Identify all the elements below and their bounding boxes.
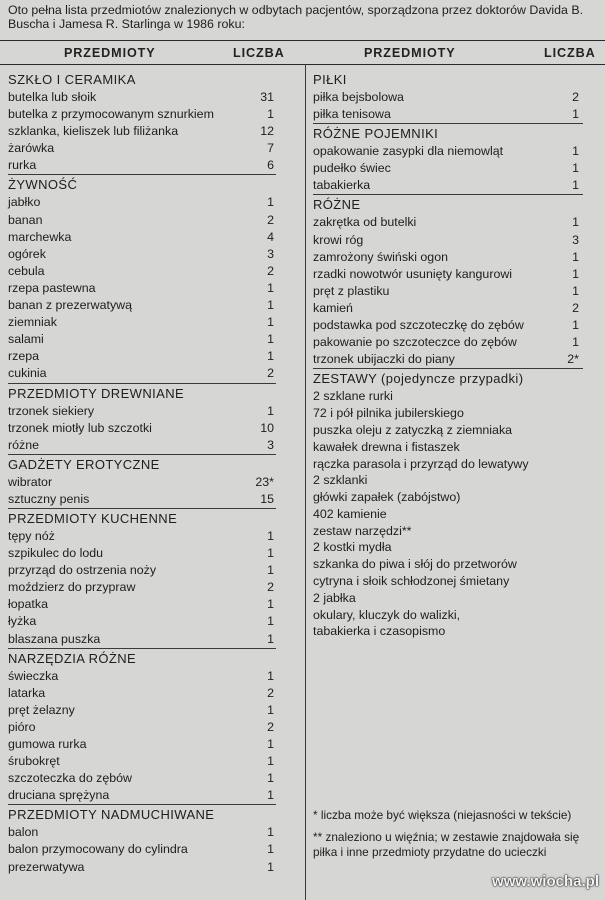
item-name: balon <box>8 825 39 840</box>
item-count: 1 <box>267 280 274 295</box>
item-count: 1 <box>572 107 579 122</box>
table-row <box>8 263 276 280</box>
category-section <box>313 124 583 195</box>
item-count: 1 <box>267 315 274 330</box>
item-name: szpikulec do lodu <box>8 546 104 561</box>
item-name: jabłko <box>8 195 41 210</box>
item-count: 1 <box>267 298 274 313</box>
item-count: 10 <box>260 420 274 435</box>
item-name: rączka parasola i przyrząd do lewatywy <box>313 456 529 471</box>
item-name: żarówka <box>8 141 55 156</box>
item-name: butelka z przymocowanym sznurkiem <box>8 107 214 122</box>
left-column <box>8 70 276 876</box>
category-section <box>8 175 276 383</box>
table-row <box>8 331 276 348</box>
item-count: 6 <box>267 158 274 173</box>
combinations-section <box>313 369 583 640</box>
item-count: 1 <box>267 668 274 683</box>
table-row <box>8 824 276 841</box>
item-name: tabakierka <box>313 178 371 193</box>
item-count: 23* <box>255 474 274 489</box>
category-title: NARZĘDZIA RÓŻNE <box>8 650 137 666</box>
item-name: zamrożony świński ogon <box>313 249 448 264</box>
item-count: 1 <box>267 771 274 786</box>
category-title: PRZEDMIOTY KUCHENNE <box>8 510 178 526</box>
item-count: 1 <box>267 546 274 561</box>
item-name: piłka bejsbolowa <box>313 90 404 104</box>
column-header-count-right: LICZBA <box>544 46 596 60</box>
item-count: 4 <box>267 229 274 244</box>
table-row <box>8 297 276 314</box>
item-count: 1 <box>267 528 274 543</box>
list-item <box>313 539 583 556</box>
table-row <box>8 229 276 246</box>
item-name: krowi róg <box>313 232 364 247</box>
item-count: 1 <box>267 403 274 418</box>
list-item <box>313 489 583 506</box>
list-item <box>313 388 583 405</box>
item-name: łopatka <box>8 597 48 612</box>
item-count: 1 <box>572 144 579 159</box>
table-row <box>313 351 583 368</box>
table-row <box>8 140 276 157</box>
item-count: 12 <box>260 124 274 139</box>
item-count: 1 <box>267 332 274 347</box>
table-row <box>313 334 583 351</box>
item-count: 15 <box>260 491 274 506</box>
table-row <box>313 283 583 300</box>
category-section <box>313 195 583 369</box>
item-name: pakowanie po szczoteczce do zębów <box>313 335 517 350</box>
table-row <box>8 753 276 770</box>
table-row <box>8 770 276 787</box>
table-row <box>8 668 276 685</box>
table-row <box>313 249 583 266</box>
item-name: różne <box>8 437 39 452</box>
list-item <box>313 573 583 590</box>
item-count: 3 <box>572 232 579 247</box>
table-row <box>313 317 583 334</box>
item-name: trzonek miotły lub szczotki <box>8 420 152 435</box>
item-name: podstawka pod szczoteczkę do zębów <box>313 318 524 333</box>
item-name: 402 kamienie <box>313 506 387 521</box>
item-count: 1 <box>572 178 579 193</box>
item-name: ziemniak <box>8 315 57 330</box>
list-item <box>313 422 583 439</box>
item-count: 1 <box>267 702 274 717</box>
table-row <box>313 232 583 249</box>
list-item <box>313 590 583 607</box>
table-row <box>8 787 276 804</box>
item-count: 1 <box>267 754 274 769</box>
item-count: 1 <box>267 597 274 612</box>
category-section <box>313 70 583 124</box>
item-count: 1 <box>572 266 579 281</box>
item-name: cytryna i słoik schłodzonej śmietany <box>313 574 510 589</box>
item-count: 1 <box>267 859 274 874</box>
table-row <box>313 143 583 160</box>
item-name: szczoteczka do zębów <box>8 771 132 786</box>
table-row <box>8 437 276 454</box>
table-row <box>8 157 276 174</box>
item-count: 1 <box>267 788 274 803</box>
item-name: pióro <box>8 719 36 734</box>
table-row <box>8 719 276 736</box>
list-item <box>313 556 583 573</box>
table-row <box>8 491 276 508</box>
table-row <box>8 596 276 613</box>
intro-text: Oto pełna lista przedmiotów znalezionych w odbytach pacjentów, sporządzona przez doktorów Davida B. Buscha i Jamesa R. Starlinga w 1986 roku: <box>8 3 584 31</box>
item-name: rurka <box>8 158 37 173</box>
list-item <box>313 439 583 456</box>
table-row <box>8 89 276 106</box>
table-row <box>8 613 276 630</box>
item-name: marchewka <box>8 229 72 244</box>
item-count: 1 <box>267 737 274 751</box>
item-name: puszka oleju z zatyczką z ziemniaka <box>313 422 513 437</box>
table-row <box>313 160 583 177</box>
footnote-single-star: * liczba może być większa (niejasności w tekście) <box>313 808 572 822</box>
item-count: 1 <box>267 842 274 857</box>
item-count: 3 <box>267 246 274 261</box>
item-name: salami <box>8 332 44 347</box>
item-name: pudełko świec <box>313 161 391 176</box>
category-section <box>8 455 276 509</box>
item-name: cebula <box>8 263 45 278</box>
item-name: blaszana puszka <box>8 631 101 646</box>
item-count: 1 <box>267 614 274 629</box>
item-count: 3 <box>267 437 274 452</box>
item-name: okulary, kluczyk do walizki, <box>313 607 461 622</box>
table-row <box>8 348 276 365</box>
item-count: 1 <box>572 249 579 264</box>
item-name: zakrętka od butelki <box>313 215 417 230</box>
item-count: 1 <box>267 349 274 364</box>
watermark: www.wiocha.pl <box>492 873 599 890</box>
item-count: 2* <box>567 352 579 367</box>
table-row <box>8 194 276 211</box>
category-title: RÓŻNE <box>313 197 361 213</box>
item-name: kawałek drewna i fistaszek <box>313 439 460 454</box>
item-count: 1 <box>267 631 274 646</box>
category-section <box>8 649 276 806</box>
item-count: 2 <box>572 300 579 315</box>
table-row <box>8 403 276 420</box>
table-row <box>8 859 276 876</box>
item-name: druciana sprężyna <box>8 788 110 803</box>
table-row <box>8 314 276 331</box>
item-name: 72 i pół pilnika jubilerskiego <box>313 406 464 421</box>
table-row <box>313 214 583 231</box>
item-count: 1 <box>267 563 274 578</box>
category-title: PIŁKI <box>313 72 347 87</box>
item-name: sztuczny penis <box>8 491 90 506</box>
item-count: 1 <box>267 825 274 840</box>
item-name: 2 szklane rurki <box>313 389 393 404</box>
item-name: latarka <box>8 685 46 700</box>
item-name: butelka lub słoik <box>8 90 97 104</box>
item-name: tabakierka i czasopismo <box>313 624 446 639</box>
table-row <box>8 579 276 596</box>
item-name: szkanka do piwa i słój do przetworów <box>313 557 517 572</box>
item-name: prezerwatywa <box>8 859 85 874</box>
item-count: 2 <box>267 580 274 595</box>
item-count: 1 <box>572 161 579 176</box>
item-name: balon przymocowany do cylindra <box>8 842 188 857</box>
item-name: pręt żelazny <box>8 702 75 717</box>
table-row <box>8 280 276 297</box>
category-section <box>8 384 276 455</box>
item-name: ogórek <box>8 246 46 261</box>
category-section <box>8 509 276 649</box>
column-header-items-left: PRZEDMIOTY <box>64 46 156 60</box>
table-row <box>8 562 276 579</box>
column-divider <box>305 64 306 900</box>
right-column <box>313 70 583 640</box>
item-count: 2 <box>267 719 274 734</box>
list-item <box>313 523 583 540</box>
item-name: rzepa pastewna <box>8 280 96 295</box>
table-row <box>8 246 276 263</box>
category-title: ŻYWNOŚĆ <box>8 177 78 193</box>
header-bottom-rule <box>0 64 605 65</box>
table-row <box>8 474 276 491</box>
table-row <box>313 266 583 283</box>
table-row <box>313 300 583 317</box>
list-item <box>313 405 583 422</box>
item-count: 1 <box>572 215 579 230</box>
item-name: cukinia <box>8 366 47 381</box>
header-top-rule <box>0 40 605 41</box>
table-row <box>8 841 276 858</box>
item-name: opakowanie zasypki dla niemowląt <box>313 144 504 159</box>
table-row <box>8 420 276 437</box>
item-count: 1 <box>572 335 579 350</box>
item-name: 2 szklanki <box>313 473 368 488</box>
item-name: przyrząd do ostrzenia noży <box>8 563 157 578</box>
item-count: 31 <box>260 90 274 104</box>
list-item <box>313 623 583 640</box>
table-row <box>8 212 276 229</box>
item-name: trzonek siekiery <box>8 403 95 418</box>
table-row <box>8 123 276 140</box>
category-section <box>8 70 276 175</box>
list-item <box>313 506 583 523</box>
item-name: piłka tenisowa <box>313 107 391 122</box>
category-title: PRZEDMIOTY DREWNIANE <box>8 385 185 401</box>
table-row <box>313 177 583 194</box>
item-name: wibrator <box>8 474 53 489</box>
item-count: 2 <box>572 90 579 104</box>
item-name: łyżka <box>8 614 37 629</box>
item-count: 7 <box>267 141 274 156</box>
item-count: 2 <box>267 263 274 278</box>
table-row <box>8 736 276 753</box>
item-count: 1 <box>572 318 579 333</box>
item-name: moździerz do przypraw <box>8 580 136 595</box>
table-row <box>8 106 276 123</box>
table-row <box>8 365 276 382</box>
table-row <box>8 685 276 702</box>
item-name: pręt z plastiku <box>313 283 390 298</box>
list-item <box>313 607 583 624</box>
item-count: 2 <box>267 212 274 227</box>
item-name: śrubokręt <box>8 754 60 769</box>
item-name: 2 kostki mydła <box>313 540 392 555</box>
category-title: PRZEDMIOTY NADMUCHIWANE <box>8 807 215 823</box>
list-item <box>313 456 583 473</box>
table-row <box>8 545 276 562</box>
category-title: ZESTAWY (pojedyncze przypadki) <box>313 371 524 387</box>
item-name: gumowa rurka <box>8 737 87 751</box>
item-count: 2 <box>267 366 274 381</box>
table-row <box>313 106 583 123</box>
category-title: SZKŁO I CERAMIKA <box>8 72 136 87</box>
category-title: RÓŻNE POJEMNIKI <box>313 126 439 142</box>
item-count: 1 <box>572 283 579 298</box>
item-name: kamień <box>313 300 353 315</box>
item-name: rzepa <box>8 349 39 364</box>
category-section <box>8 805 276 875</box>
item-name: trzonek ubijaczki do piany <box>313 352 455 367</box>
footnote-double-star: ** znaleziono u więźnia; w zestawie znajdowała się piłka i inne przedmioty przydatne do ucieczki <box>313 829 580 859</box>
column-header-items-right: PRZEDMIOTY <box>364 46 456 60</box>
item-name: banan z prezerwatywą <box>8 298 132 313</box>
table-row <box>313 89 583 106</box>
item-count: 1 <box>267 107 274 122</box>
item-name: rzadki nowotwór usunięty kangurowi <box>313 266 513 281</box>
column-header-count-left: LICZBA <box>233 46 285 60</box>
item-name: szklanka, kieliszek lub filiżanka <box>8 124 179 139</box>
item-count: 2 <box>267 685 274 700</box>
item-count: 1 <box>267 195 274 210</box>
footnotes <box>313 808 583 867</box>
item-name: 2 jabłka <box>313 590 356 605</box>
item-name: zestaw narzędzi** <box>313 523 412 538</box>
list-item <box>313 472 583 489</box>
item-name: tępy nóż <box>8 528 55 543</box>
table-row <box>8 528 276 545</box>
item-name: główki zapałek (zabójstwo) <box>313 490 461 505</box>
table-row <box>8 702 276 719</box>
item-name: świeczka <box>8 668 59 683</box>
item-name: banan <box>8 212 43 227</box>
table-row <box>8 631 276 648</box>
category-title: GADŻETY EROTYCZNE <box>8 456 160 472</box>
